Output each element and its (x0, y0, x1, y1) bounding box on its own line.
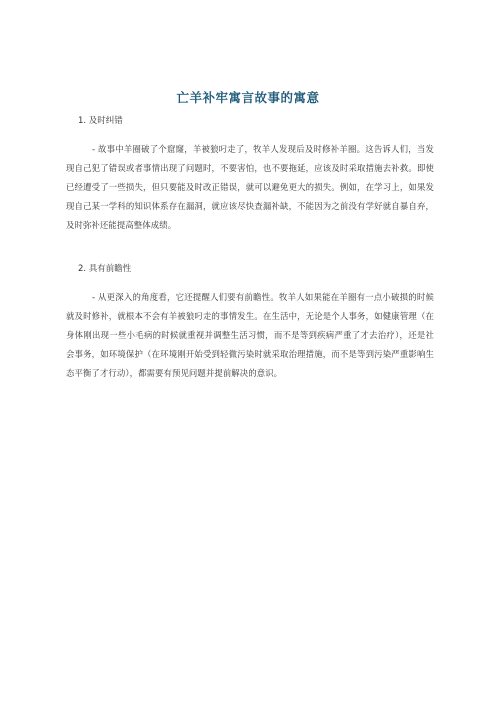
section-1 (66, 114, 434, 235)
document-title: 亡羊补牢寓言故事的寓意 (176, 90, 320, 105)
section-paragraph: - 从更深入的角度看，它还提醒人们要有前瞻性。牧羊人如果能在羊圈有一点小破损的时候就及时修补，就根本不会有羊被狼叼走的事情发生。在生活中，无论是个人事务，如健康管理（在身体刚出现一些小毛病的时候就重视并调整生活习惯，而不是等到疾病严重了才去治疗），还是社会事务，如环境保护（在环境刚开始受到轻微污染时就采取治理措施，而不是等到污染严重影响生态平衡了才行动），都需要有预见问题并提前解决的意识。 (66, 292, 434, 378)
section-paragraph: - 故事中羊圈破了个窟窿，羊被狼叼走了，牧羊人发现后及时修补羊圈。这告诉人们，当发现自己犯了错误或者事情出现了问题时，不要害怕，也不要拖延，应该及时采取措施去补救。即使已经遭受了一些损失，但只要能及时改正错误，就可以避免更大的损失。例如，在学习上，如果发现自己某一学科的知识体系存在漏洞，就应该尽快查漏补缺，不能因为之前没有学好就自暴自弃，及时弥补还能提高整体成绩。 (66, 144, 434, 230)
section-heading: 1. 及时纠错 (78, 116, 123, 126)
section-heading: 2. 具有前瞻性 (78, 264, 132, 274)
section-2 (66, 262, 434, 383)
